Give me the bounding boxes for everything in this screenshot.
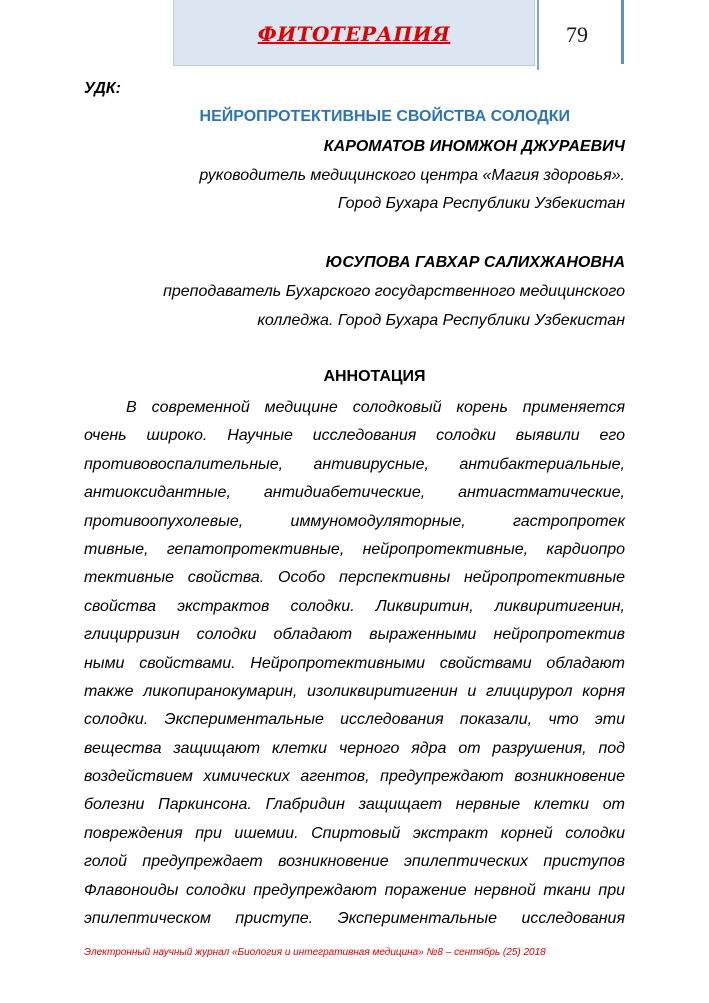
abstract-line: тивные, гепатопротективные, нейропротективные, кардиопро xyxy=(84,540,625,558)
author-affiliation-1-line-2: Город Бухара Республики Узбекистан xyxy=(337,195,625,212)
abstract-line: болезни Паркинсона. Глабридин защищает нервные клетки от xyxy=(84,796,625,814)
abstract-line: антиоксидантные, антидиабетические, антиастматические, xyxy=(84,484,625,502)
abstract-line: свойства экстрактов солодки. Ликвиритин, ликвиритигенин, xyxy=(84,597,625,615)
abstract-line: также ликопиранокумарин, изоликвиритигенин и глицирурол корня xyxy=(84,682,625,700)
author-name-2: ЮСУПОВА ГАВХАР САЛИХЖАНОВНА xyxy=(325,254,625,271)
abstract-heading: АННОТАЦИЯ xyxy=(323,368,426,385)
running-header xyxy=(173,0,535,66)
section-title: ФИТОТЕРАПИЯ xyxy=(257,22,451,46)
abstract-line: ными свойствами. Нейропротективными свойствами обладают xyxy=(84,654,625,672)
abstract-line: Флавоноиды солодки предупреждают поражение нервной ткани при xyxy=(84,881,625,899)
header-divider-right xyxy=(621,0,624,64)
abstract-line: глицирризин солодки обладают выраженными нейропротектив xyxy=(84,626,625,644)
abstract-line: голой предупреждает возникновение эпилептических приступов xyxy=(84,853,625,871)
author-affiliation-2-line-1: преподаватель Бухарского государственного медицинского xyxy=(163,283,625,300)
abstract-line: вещества защищают клетки черного ядра от разрушения, под xyxy=(84,739,625,757)
abstract-line: солодки. Экспериментальные исследования показали, что эти xyxy=(84,711,625,729)
abstract-line: В современной медицине солодковый корень применяется xyxy=(126,399,625,416)
abstract-line: тективные свойства. Особо перспективны нейропротективные xyxy=(84,569,625,587)
author-affiliation-1-line-1: руководитель медицинского центра «Магия здоровья». xyxy=(199,167,625,184)
journal-footer: Электронный научный журнал «Биология и интегративная медицина» №8 – сентябрь (25) 2018 xyxy=(84,947,546,958)
abstract-line: очень широко. Научные исследования солодки выявили его xyxy=(84,427,625,445)
abstract-line: эпилептическом приступе. Экспериментальные исследования xyxy=(84,910,625,928)
abstract-line: противоопухолевые, иммуномодуляторные, гастропротек xyxy=(84,512,625,530)
author-name-1: КАРОМАТОВ ИНОМЖОН ДЖУРАЕВИЧ xyxy=(323,138,625,155)
author-affiliation-2-line-2: колледжа. Город Бухара Республики Узбекистан xyxy=(257,312,625,329)
abstract-line: повреждения при ишемии. Спиртовый экстракт корней солодки xyxy=(84,824,625,842)
abstract-body xyxy=(84,394,625,933)
header-divider-left xyxy=(537,0,539,70)
article-title: НЕЙРОПРОТЕКТИВНЫЕ СВОЙСТВА СОЛОДКИ xyxy=(199,108,570,125)
abstract-line: противовоспалительные, антивирусные, антибактериальные, xyxy=(84,455,625,473)
udk-label: УДК: xyxy=(84,80,121,97)
page-number: 79 xyxy=(566,22,588,47)
abstract-line: воздействием химических агентов, предупреждают возникновение xyxy=(84,768,625,786)
